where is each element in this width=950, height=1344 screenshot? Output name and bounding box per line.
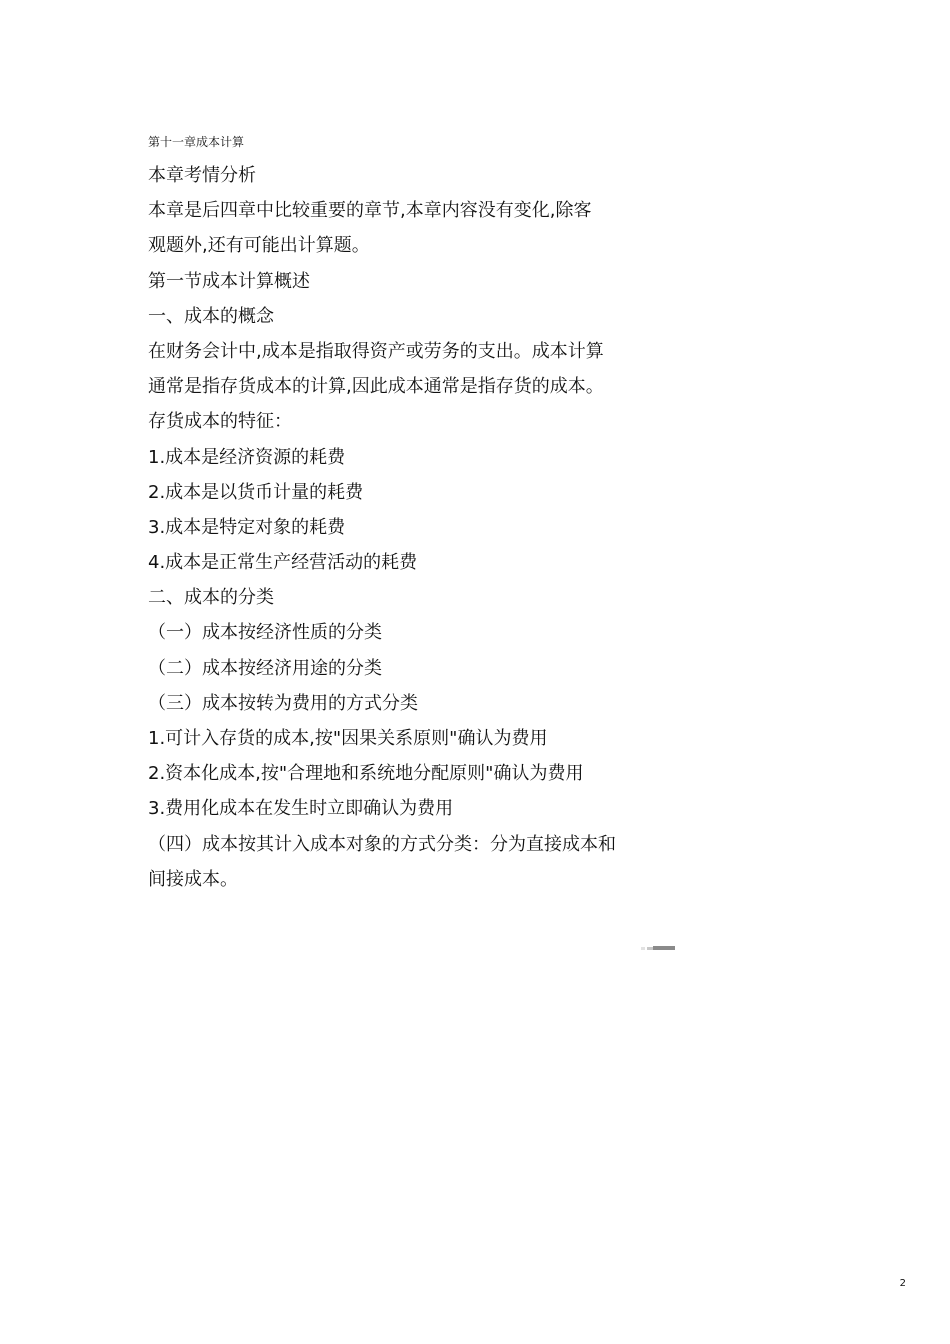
list-item: （四）成本按其计入成本对象的方式分类：分为直接成本和 bbox=[148, 833, 616, 855]
section-heading: 第一节成本计算概述 bbox=[148, 270, 310, 292]
paragraph-line: 在财务会计中,成本是指取得资产或劳务的支出。成本计算 bbox=[148, 340, 604, 362]
mark-segment bbox=[641, 947, 645, 950]
list-item: （二）成本按经济用途的分类 bbox=[148, 657, 382, 679]
page-number: 2 bbox=[899, 1278, 906, 1289]
paragraph-line: 间接成本。 bbox=[148, 868, 238, 890]
list-item: 4.成本是正常生产经营活动的耗费 bbox=[148, 552, 418, 574]
list-item: 3.成本是特定对象的耗费 bbox=[148, 516, 346, 538]
list-item: 3.费用化成本在发生时立即确认为费用 bbox=[148, 798, 454, 820]
paragraph-line: 观题外,还有可能出计算题。 bbox=[148, 235, 370, 257]
paragraph-line: 通常是指存货成本的计算,因此成本通常是指存货的成本。 bbox=[148, 376, 604, 398]
subsection-heading: 一、成本的概念 bbox=[148, 305, 274, 327]
list-item: 1.成本是经济资源的耗费 bbox=[148, 446, 346, 468]
list-item: 2.资本化成本,按"合理地和系统地分配原则"确认为费用 bbox=[148, 763, 584, 785]
list-item: 1.可计入存货的成本,按"因果关系原则"确认为费用 bbox=[148, 728, 548, 749]
decorative-mark bbox=[641, 946, 675, 952]
list-item: （三）成本按转为费用的方式分类 bbox=[148, 692, 418, 714]
paragraph-line: 本章是后四章中比较重要的章节,本章内容没有变化,除客 bbox=[148, 200, 592, 222]
chapter-header: 第十一章成本计算 bbox=[148, 135, 245, 149]
list-item: 2.成本是以货币计量的耗费 bbox=[148, 481, 364, 503]
mark-segment bbox=[653, 946, 675, 950]
paragraph-line: 存货成本的特征： bbox=[148, 411, 292, 433]
subsection-heading: 二、成本的分类 bbox=[148, 587, 274, 609]
section-title: 本章考情分析 bbox=[148, 165, 256, 186]
list-item: （一）成本按经济性质的分类 bbox=[148, 622, 382, 644]
body-text bbox=[148, 158, 628, 897]
